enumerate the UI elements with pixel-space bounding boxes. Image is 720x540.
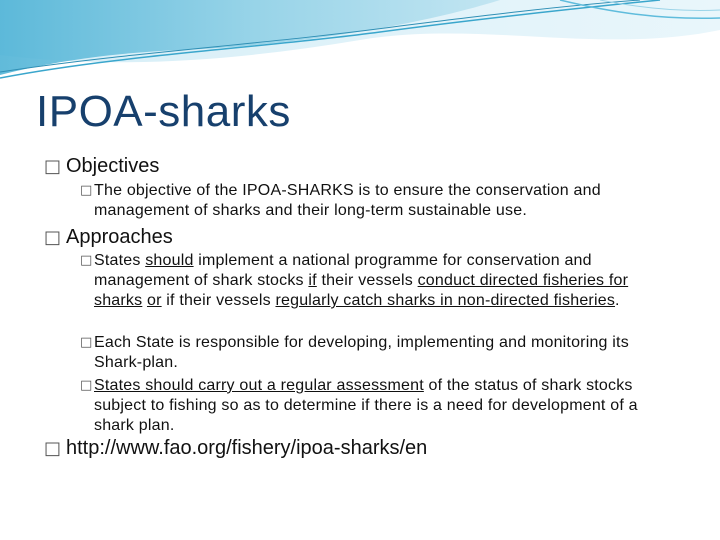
approaches-item-1-text: States should implement a national programme for conservation and management of shark stocks if their vessels conduct directed fisheries for sharks or if their vessels regularly catch sharks in non-directed fisheries. [94,252,629,309]
fao-link[interactable]: http://www.fao.org/fishery/ipoa-sharks/en [66,437,428,459]
approaches-item-3 [80,376,650,436]
bullet-icon: □ [80,183,93,198]
objectives-heading: Objectives [66,155,160,177]
approaches-item-2-text: Each State is responsible for developing, implementing and monitoring its Shark-plan. [94,334,629,371]
bullet-icon: □ [44,227,62,248]
approaches-heading: Approaches [66,226,173,248]
bullet-link [44,436,427,461]
slide-title: IPOA-sharks [36,87,291,136]
approaches-item-2 [80,333,640,373]
bullet-approaches [44,225,173,250]
bullet-objectives [44,154,159,179]
bullet-icon: □ [80,253,93,268]
bullet-icon: □ [80,335,93,350]
objectives-item [80,181,680,221]
bullet-icon: □ [80,378,93,393]
bullet-icon: □ [44,156,62,177]
bullet-icon: □ [44,438,62,459]
header-wave-banner [0,0,720,90]
objectives-item-text: The objective of the IPOA-SHARKS is to ensure the conservation and management of sharks and their long-term sustainable use. [94,182,601,219]
approaches-item-1 [80,251,680,311]
approaches-item-3-text: States should carry out a regular assessment of the status of shark stocks subject to fishing so as to determine if there is a need for development of a shark plan. [94,377,638,434]
